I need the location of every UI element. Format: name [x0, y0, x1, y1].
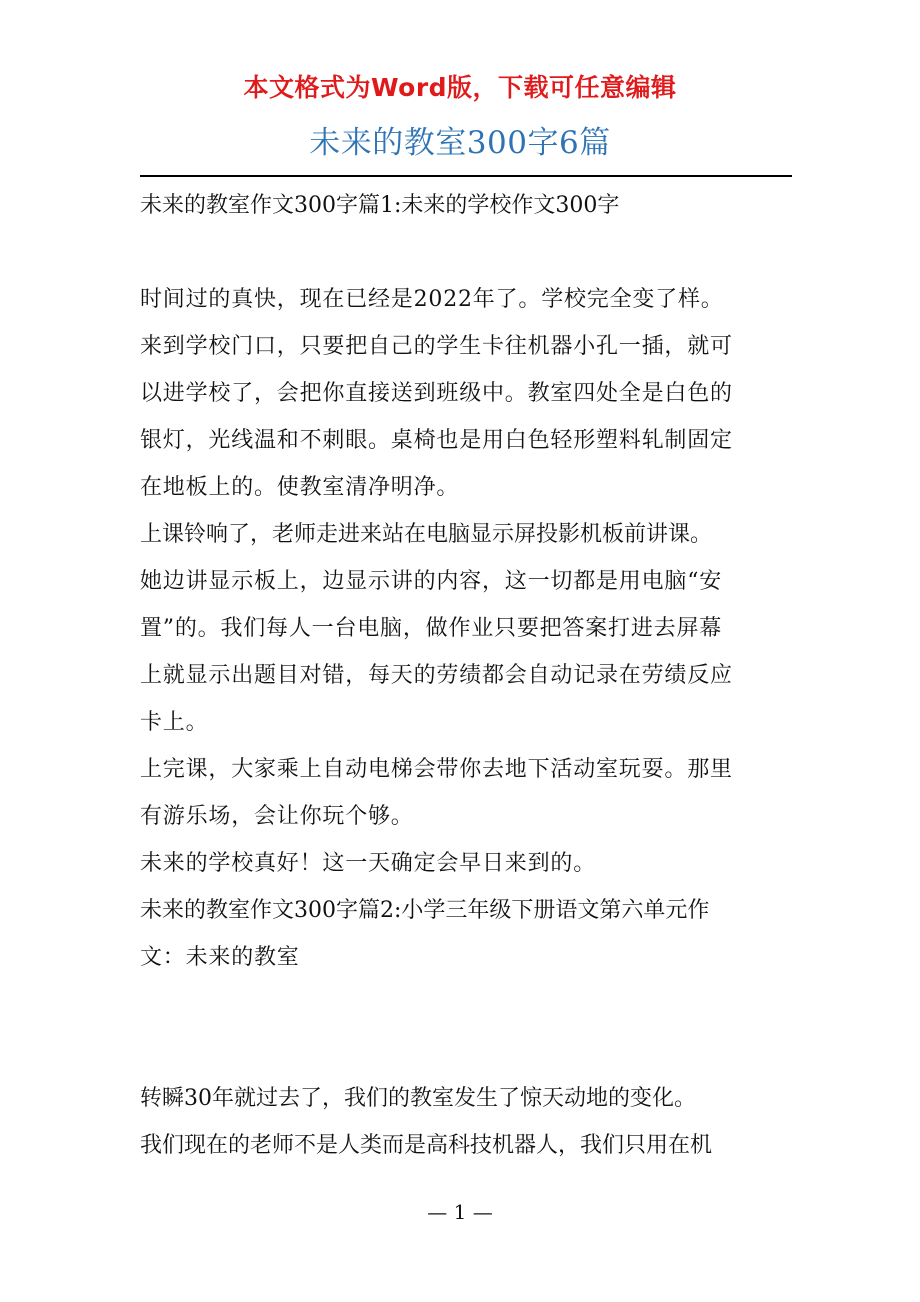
text-line: 时间过的真快，现在已经是2022年了。学校完全变了样。 [140, 287, 724, 312]
blank-line [140, 229, 788, 276]
text-line: 未来的教室作文300字篇1:未来的学校作文300字 [140, 193, 620, 218]
page-number: — 1 — [427, 1200, 493, 1224]
blank-line [140, 1028, 788, 1075]
document-title: 未来的教室300字6篇 [309, 125, 611, 161]
text-line: 来到学校门口，只要把自己的学生卡往机器小孔一插，就可 [140, 334, 733, 359]
text-line: 在地板上的。使教室清净明净。 [140, 475, 460, 500]
blank-line [140, 981, 788, 1028]
text-line: 上就显示出题目对错，每天的劳绩都会自动记录在劳绩反应 [140, 663, 733, 688]
text-line: 转瞬30年就过去了，我们的教室发生了惊天动地的变化。 [140, 1086, 696, 1111]
text-line: 我们现在的老师不是人类而是高科技机器人，我们只用在机 [140, 1133, 713, 1158]
text-line: 上完课，大家乘上自动电梯会带你去地下活动室玩耍。那里 [140, 757, 733, 782]
text-line: 置”的。我们每人一台电脑，做作业只要把答案打进去屏幕 [140, 616, 723, 641]
text-line: 未来的教室作文300字篇2:小学三年级下册语文第六单元作 [140, 898, 710, 923]
text-line: 以进学校了，会把你直接送到班级中。教室四处全是白色的 [140, 381, 733, 406]
title-divider [140, 175, 792, 177]
text-line: 银灯，光线温和不刺眼。桌椅也是用白色轻形塑料轧制固定 [140, 428, 733, 453]
text-line: 文：未来的教室 [140, 945, 300, 970]
text-line: 有游乐场，会让你玩个够。 [140, 804, 414, 829]
document-body [140, 182, 788, 1169]
text-line: 上课铃响了，老师走进来站在电脑显示屏投影机板前讲课。 [140, 522, 713, 547]
format-banner: 本文格式为Word版，下载可任意编辑 [243, 73, 677, 102]
text-line: 她边讲显示板上，边显示讲的内容，这一切都是用电脑“安 [140, 569, 723, 594]
text-line: 未来的学校真好！这一天确定会早日来到的。 [140, 851, 597, 876]
text-line: 卡上。 [140, 710, 209, 735]
